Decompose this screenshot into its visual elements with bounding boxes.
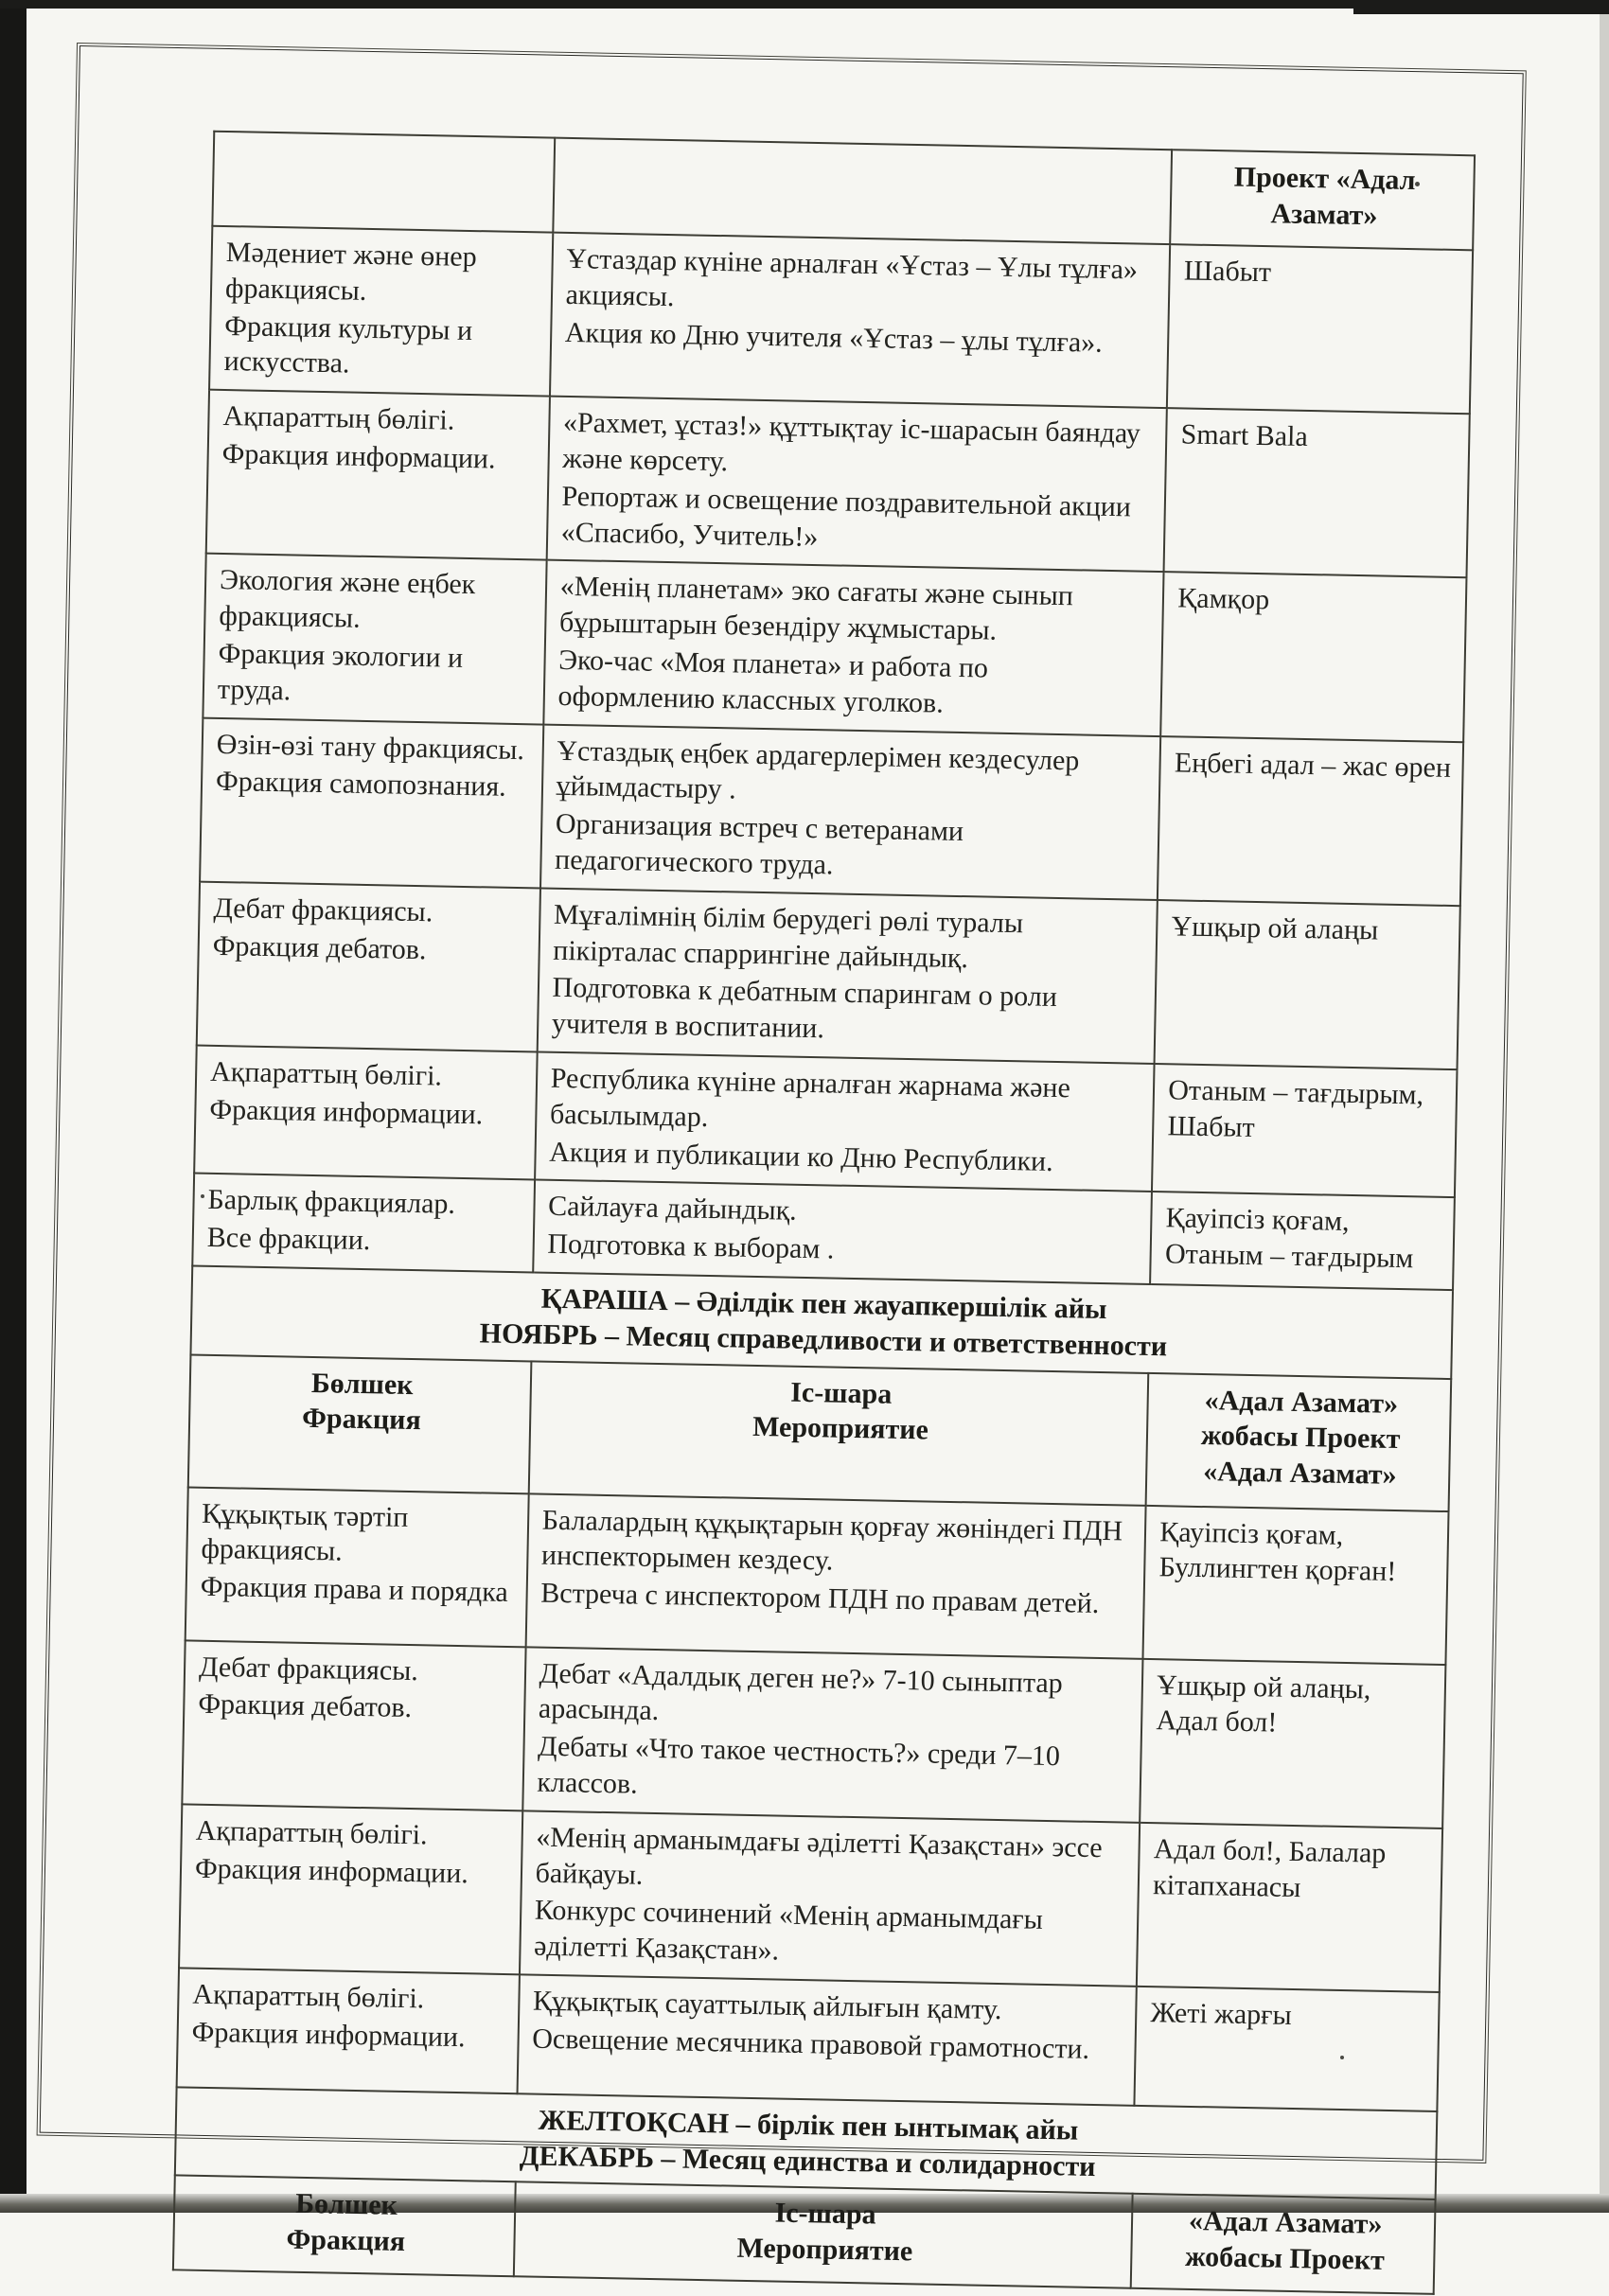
fraction-kk: Дебат фракциясы. xyxy=(198,1651,419,1687)
table-row xyxy=(194,1046,1457,1198)
event-column-header: Іс-шара Мероприятие xyxy=(513,2182,1132,2289)
month-title-kk: ҚАРАША – Әділдік пен жауапкершілік айы xyxy=(540,1282,1107,1326)
fraction-cell xyxy=(209,226,553,397)
event-kk: «Менің арманымдағы әділетті Қазақстан» эссе байқауы. xyxy=(535,1821,1103,1891)
project-cell: Жеті жарғы xyxy=(1135,1987,1440,2111)
fraction-ru: Фракция права и порядка xyxy=(200,1570,509,1609)
fraction-kk: Барлық фракциялар. xyxy=(207,1184,456,1221)
table-row xyxy=(177,1968,1440,2111)
event-cell xyxy=(543,560,1164,736)
event-kk: Мұғалімнің білім берудегі рөлі туралы пікірталас спаррингіне дайындық. xyxy=(553,898,1024,974)
fraction-ru: Фракция информации. xyxy=(191,2016,466,2053)
fraction-kk: Ақпараттың бөлігі. xyxy=(192,1978,425,2015)
fraction-ru: Фракция информации. xyxy=(221,437,496,475)
project-cell: Smart Bala xyxy=(1164,408,1470,577)
event-cell xyxy=(546,397,1167,573)
activity-plan-table xyxy=(172,131,1476,2296)
event-ru: Подготовка к выборам . xyxy=(547,1227,835,1265)
event-ru: Эко-час «Моя планета» и работа по оформлению классных уголков. xyxy=(557,644,989,719)
fraction-kk: Ақпараттың бөлігі. xyxy=(222,400,455,436)
fraction-cell xyxy=(200,717,543,888)
fraction-cell xyxy=(194,1046,537,1180)
fraction-ru: Фракция информации. xyxy=(194,1852,469,1889)
fraction-ru: Фракция информации. xyxy=(209,1093,484,1131)
fraction-kk: Мәдениет және өнер фракциясы. xyxy=(224,237,477,307)
event-cell xyxy=(525,1493,1146,1658)
project-column-header: Проект «Адал Азамат» xyxy=(1170,150,1475,250)
event-ru: Акция ко Дню учителя «Ұстаз – ұлы тұлға». xyxy=(564,316,1104,359)
project-cell: Ұшқыр ой алаңы, Адал бол! xyxy=(1140,1658,1445,1828)
table-row xyxy=(188,1354,1451,1511)
table-row xyxy=(200,717,1463,906)
fraction-kk: Құқықтық тәртіп фракциясы. xyxy=(201,1497,409,1567)
table-row xyxy=(203,554,1466,742)
event-ru: Конкурс сочинений «Менің арманымдағы әділетті Қазақстан». xyxy=(533,1894,1044,1967)
table-row xyxy=(209,226,1473,415)
event-ru: Репортаж и освещение поздравительной акции «Спасибо, Учитель!» xyxy=(560,480,1132,553)
event-kk: «Рахмет, ұстаз!» құттықтау іс-шарасын баяндау және көрсету. xyxy=(562,407,1141,478)
event-kk: «Менің планетам» эко сағаты және сынып бұрыштарын безендіру жұмыстары. xyxy=(558,571,1074,646)
event-cell xyxy=(537,888,1158,1064)
fraction-ru: Фракция самопознания. xyxy=(215,766,507,804)
project-cell: Ұшқыр ой алаңы xyxy=(1155,900,1460,1069)
event-ru: Встреча с инспектором ПДН по правам детей. xyxy=(540,1577,1100,1620)
event-ru: Акция и публикации ко Дню Республики. xyxy=(548,1136,1053,1177)
fraction-column-header: Бөлшек Фракция xyxy=(173,2176,515,2277)
event-ru: Подготовка к дебатным спарингам о роли учителя в воспитании. xyxy=(551,972,1058,1045)
event-kk: Ұстаздар күніне арналған «Ұстаз – Ұлы тұлға» акциясы. xyxy=(565,242,1139,312)
scan-edge-left xyxy=(0,0,27,2213)
event-ru: Освещение месячника правовой грамотности. xyxy=(531,2022,1090,2065)
scan-edge-top-right xyxy=(1353,0,1609,14)
table-row xyxy=(197,881,1460,1069)
project-cell: Еңбегі адал – жас өрен xyxy=(1158,736,1463,906)
event-kk: Дебат «Адалдық деген не?» 7-10 сыныптар арасында. xyxy=(538,1657,1064,1727)
project-cell: Шабыт xyxy=(1167,244,1473,414)
event-kk: Республика күніне арналған жарнама және басылымдар. xyxy=(549,1062,1071,1133)
event-ru: Дебаты «Что такое честность?» среди 7–10 классов. xyxy=(537,1730,1061,1800)
project-column-header: «Адал Азамат» жобасы Проект «Адал Азамат» xyxy=(1146,1372,1451,1510)
fraction-kk: Өзін-өзі тану фракциясы. xyxy=(216,728,525,766)
fraction-ru: Фракция культуры и искусства. xyxy=(223,309,473,380)
fraction-ru: Фракция дебатов. xyxy=(212,929,427,965)
event-cell xyxy=(522,1647,1143,1823)
fraction-column-header: Бөлшек Фракция xyxy=(188,1354,531,1493)
event-ru: Организация встреч с ветеранами педагогического труда. xyxy=(554,807,964,881)
fraction-cell xyxy=(179,1804,522,1974)
event-cell xyxy=(535,1051,1155,1192)
event-column-header: Іс-шара Мероприятие xyxy=(528,1361,1148,1506)
event-cell xyxy=(517,1974,1137,2106)
table-row xyxy=(206,390,1470,578)
fraction-kk: Ақпараттың бөлігі. xyxy=(209,1055,443,1092)
scan-edge-right xyxy=(1600,0,1609,2213)
month-title-kk: ЖЕЛТОҚСАН – бірлік пен ынтымақ айы xyxy=(538,2104,1079,2146)
empty-cell xyxy=(553,138,1172,245)
fraction-cell xyxy=(203,554,546,724)
project-cell: Отаным – тағдырым, Шабыт xyxy=(1152,1064,1457,1198)
fraction-cell xyxy=(186,1487,529,1647)
fraction-ru: Фракция экологии и труда. xyxy=(217,637,464,707)
event-kk: Ұстаздық еңбек ардагерлерімен кездесулер ұйымдастыру . xyxy=(556,734,1080,805)
table-row xyxy=(179,1804,1442,1992)
fraction-cell xyxy=(206,390,550,560)
table-row xyxy=(186,1487,1449,1665)
fraction-cell xyxy=(192,1174,534,1272)
event-cell xyxy=(540,724,1161,900)
month-title-ru: ДЕКАБРЬ – Месяц единства и солидарности xyxy=(519,2140,1096,2182)
page-frame xyxy=(40,45,1524,2277)
event-kk: Балалардың құқықтарын қорғау жөніндегі ПДН инспекторымен кездесу. xyxy=(540,1504,1123,1577)
event-cell xyxy=(550,233,1171,409)
fraction-kk: Экология және еңбек фракциясы. xyxy=(219,564,476,634)
project-cell: Адал бол!, Балалар кітапханасы xyxy=(1137,1823,1442,1992)
month-title-ru: НОЯБРЬ – Месяц справедливости и ответственности xyxy=(479,1317,1168,1363)
project-column-header: «Адал Азамат» жобасы Проект xyxy=(1131,2194,1436,2294)
project-cell: Қауіпсіз қоғам, Отаным – тағдырым xyxy=(1150,1192,1455,1290)
table-row xyxy=(182,1640,1445,1828)
fraction-cell xyxy=(182,1640,525,1810)
fraction-kk: Дебат фракциясы. xyxy=(213,892,433,928)
event-cell xyxy=(520,1810,1140,1987)
fraction-cell xyxy=(177,1968,520,2093)
project-cell: Қауіпсіз қоғам, Буллингтен қорған! xyxy=(1143,1505,1449,1664)
event-kk: Құқықтық сауаттылық айлығын қамту. xyxy=(532,1985,1002,2025)
event-cell xyxy=(533,1180,1152,1284)
event-kk: Сайлауға дайындық. xyxy=(547,1191,798,1227)
fraction-ru: Фракция дебатов. xyxy=(198,1688,413,1724)
empty-cell xyxy=(212,132,554,233)
fraction-cell xyxy=(197,881,540,1051)
project-cell: Қамқор xyxy=(1161,572,1467,741)
fraction-kk: Ақпараттың бөлігі. xyxy=(195,1814,428,1851)
fraction-ru: Все фракции. xyxy=(206,1221,371,1257)
